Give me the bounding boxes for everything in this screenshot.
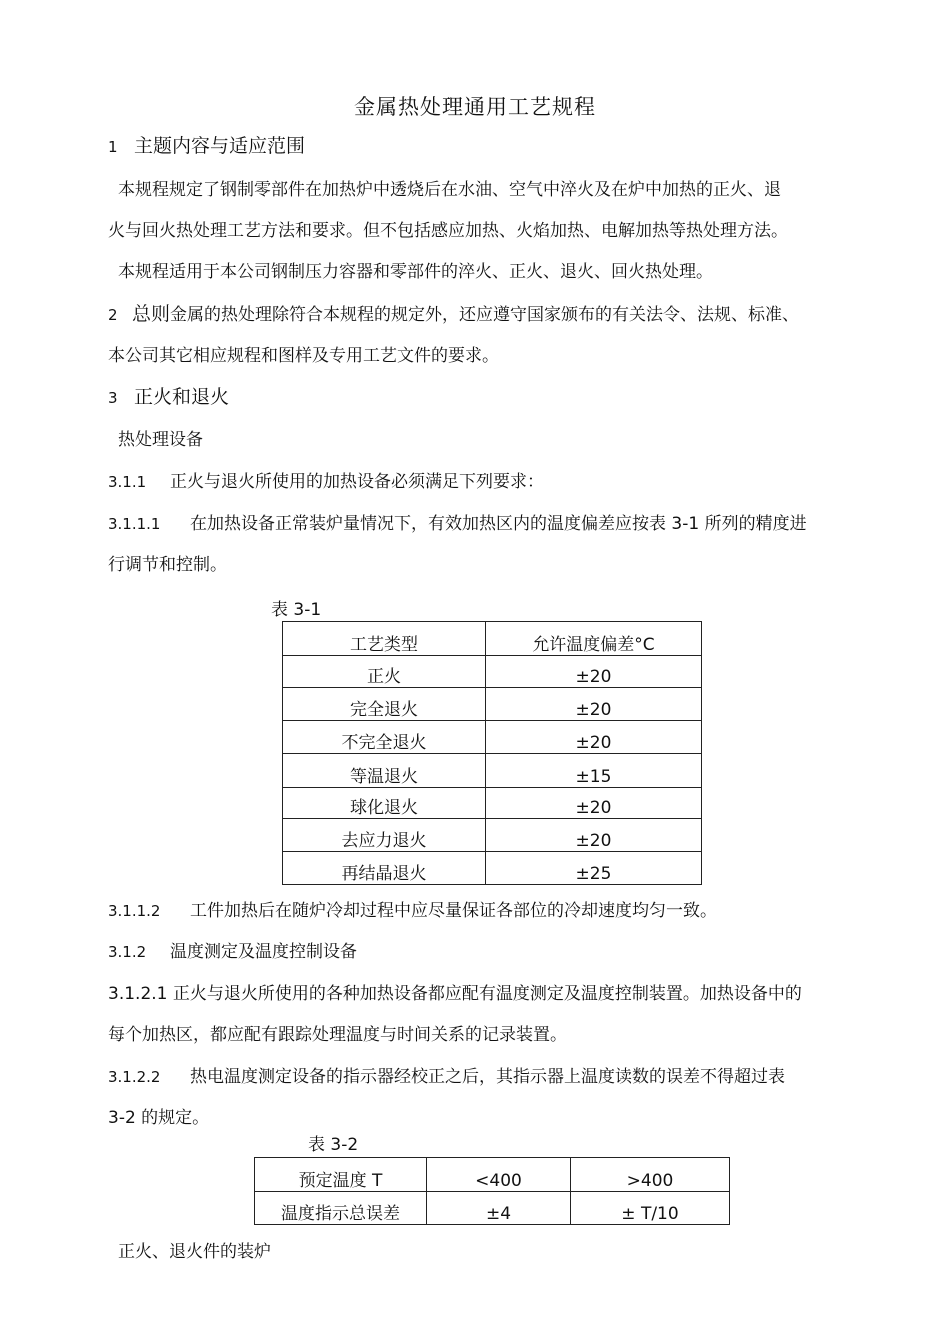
table-row xyxy=(255,1192,730,1225)
table-cell: 预定温度 T xyxy=(255,1158,427,1192)
clause-3-1-1-text: 正火与退火所使用的加热设备必须满足下列要求： xyxy=(170,472,544,492)
section-1-number: 1 xyxy=(108,138,118,156)
table-row xyxy=(283,721,702,754)
section-3-number: 3 xyxy=(108,389,118,407)
table-cell: ±20 xyxy=(486,788,702,819)
clause-3-1-2 xyxy=(108,941,357,963)
paragraph-scope-line-2: 火与回火热处理工艺方法和要求。但不包括感应加热、火焰加热、电解加热等热处理方法。 xyxy=(108,221,788,241)
table-cell: 再结晶退火 xyxy=(283,852,486,885)
table-cell: ±25 xyxy=(486,852,702,885)
table-3-1-caption: 表 3-1 xyxy=(271,600,322,620)
paragraph-applicability: 本规程适用于本公司钢制压力容器和零部件的淬火、正火、退火、回火热处理。 xyxy=(118,262,713,282)
clause-3-1-1-1-text-line-1: 在加热设备正常装炉量情况下，有效加热区内的温度偏差应按表 3-1 所列的精度进 xyxy=(190,514,807,534)
clause-3-1-2-text: 温度测定及温度控制设备 xyxy=(170,942,357,962)
table-row xyxy=(283,754,702,788)
clause-3-1-1-1 xyxy=(108,513,807,535)
table-cell: ±20 xyxy=(486,721,702,754)
table-row xyxy=(255,1158,730,1192)
table-3-1 xyxy=(282,621,702,885)
table-cell: ±20 xyxy=(486,819,702,852)
table-cell: ±15 xyxy=(486,754,702,788)
table-row xyxy=(283,656,702,688)
subsection-furnace-loading: 正火、退火件的装炉 xyxy=(118,1242,271,1262)
section-2-number: 2 xyxy=(108,306,118,324)
clause-3-1-1-2-text: 工件加热后在随炉冷却过程中应尽量保证各部位的冷却速度均匀一致。 xyxy=(190,901,717,921)
table-3-1-header-row xyxy=(283,622,702,656)
table-cell: 温度指示总误差 xyxy=(255,1192,427,1225)
clause-3-1-2-number: 3.1.2 xyxy=(108,943,147,961)
table-3-1-header-cell: 允许温度偏差°C xyxy=(486,622,702,656)
section-1-title: 主题内容与适应范围 xyxy=(134,135,306,157)
section-2-text-line-2: 本公司其它相应规程和图样及专用工艺文件的要求。 xyxy=(108,346,499,366)
table-cell: 正火 xyxy=(283,656,486,688)
clause-3-1-1-1-number: 3.1.1.1 xyxy=(108,515,161,533)
paragraph-scope-line-1: 本规程规定了钢制零部件在加热炉中透烧后在水油、空气中淬火及在炉中加热的正火、退 xyxy=(118,180,781,200)
clause-3-1-1-2-number: 3.1.1.2 xyxy=(108,902,161,920)
table-cell: ±20 xyxy=(486,688,702,721)
table-cell: ±20 xyxy=(486,656,702,688)
table-cell: 球化退火 xyxy=(283,788,486,819)
table-cell: 去应力退火 xyxy=(283,819,486,852)
table-row xyxy=(283,819,702,852)
clause-3-1-2-2-text-line-2: 3-2 的规定。 xyxy=(108,1108,210,1128)
clause-3-1-2-2-text-line-1: 热电温度测定设备的指示器经校正之后，其指示器上温度读数的误差不得超过表 xyxy=(190,1067,785,1087)
clause-3-1-1 xyxy=(108,471,544,493)
clause-3-1-2-2 xyxy=(108,1066,785,1088)
table-3-2-caption: 表 3-2 xyxy=(308,1135,359,1155)
clause-3-1-1-number: 3.1.1 xyxy=(108,473,147,491)
table-cell: 完全退火 xyxy=(283,688,486,721)
subsection-equipment: 热处理设备 xyxy=(118,430,203,450)
clause-3-1-1-1-text-line-2: 行调节和控制。 xyxy=(108,555,227,575)
section-3-heading xyxy=(108,386,229,409)
table-row xyxy=(283,688,702,721)
clause-3-1-1-2 xyxy=(108,900,717,922)
table-row xyxy=(283,852,702,885)
table-cell: ± T/10 xyxy=(571,1192,730,1225)
table-cell: >400 xyxy=(571,1158,730,1192)
clause-3-1-2-2-number: 3.1.2.2 xyxy=(108,1068,161,1086)
clause-3-1-2-1-line-2: 每个加热区，都应配有跟踪处理温度与时间关系的记录装置。 xyxy=(108,1025,567,1045)
table-3-1-header-cell: 工艺类型 xyxy=(283,622,486,656)
section-2-text-line-1: 金属的热处理除符合本规程的规定外，还应遵守国家颁布的有关法令、法规、标准、 xyxy=(170,305,800,325)
table-3-2 xyxy=(254,1157,730,1225)
table-cell: 等温退火 xyxy=(283,754,486,788)
table-cell: ±4 xyxy=(427,1192,571,1225)
document-title: 金属热处理通用工艺规程 xyxy=(354,95,596,119)
clause-3-1-2-1-line-1: 3.1.2.1 正火与退火所使用的各种加热设备都应配有温度测定及温度控制装置。加热设备中的 xyxy=(108,984,802,1004)
table-row xyxy=(283,788,702,819)
section-1-heading xyxy=(108,135,305,158)
section-2-general xyxy=(108,303,799,326)
section-2-title: 总则 xyxy=(132,303,171,325)
section-3-title: 正火和退火 xyxy=(134,386,230,408)
table-cell: 不完全退火 xyxy=(283,721,486,754)
table-cell: <400 xyxy=(427,1158,571,1192)
